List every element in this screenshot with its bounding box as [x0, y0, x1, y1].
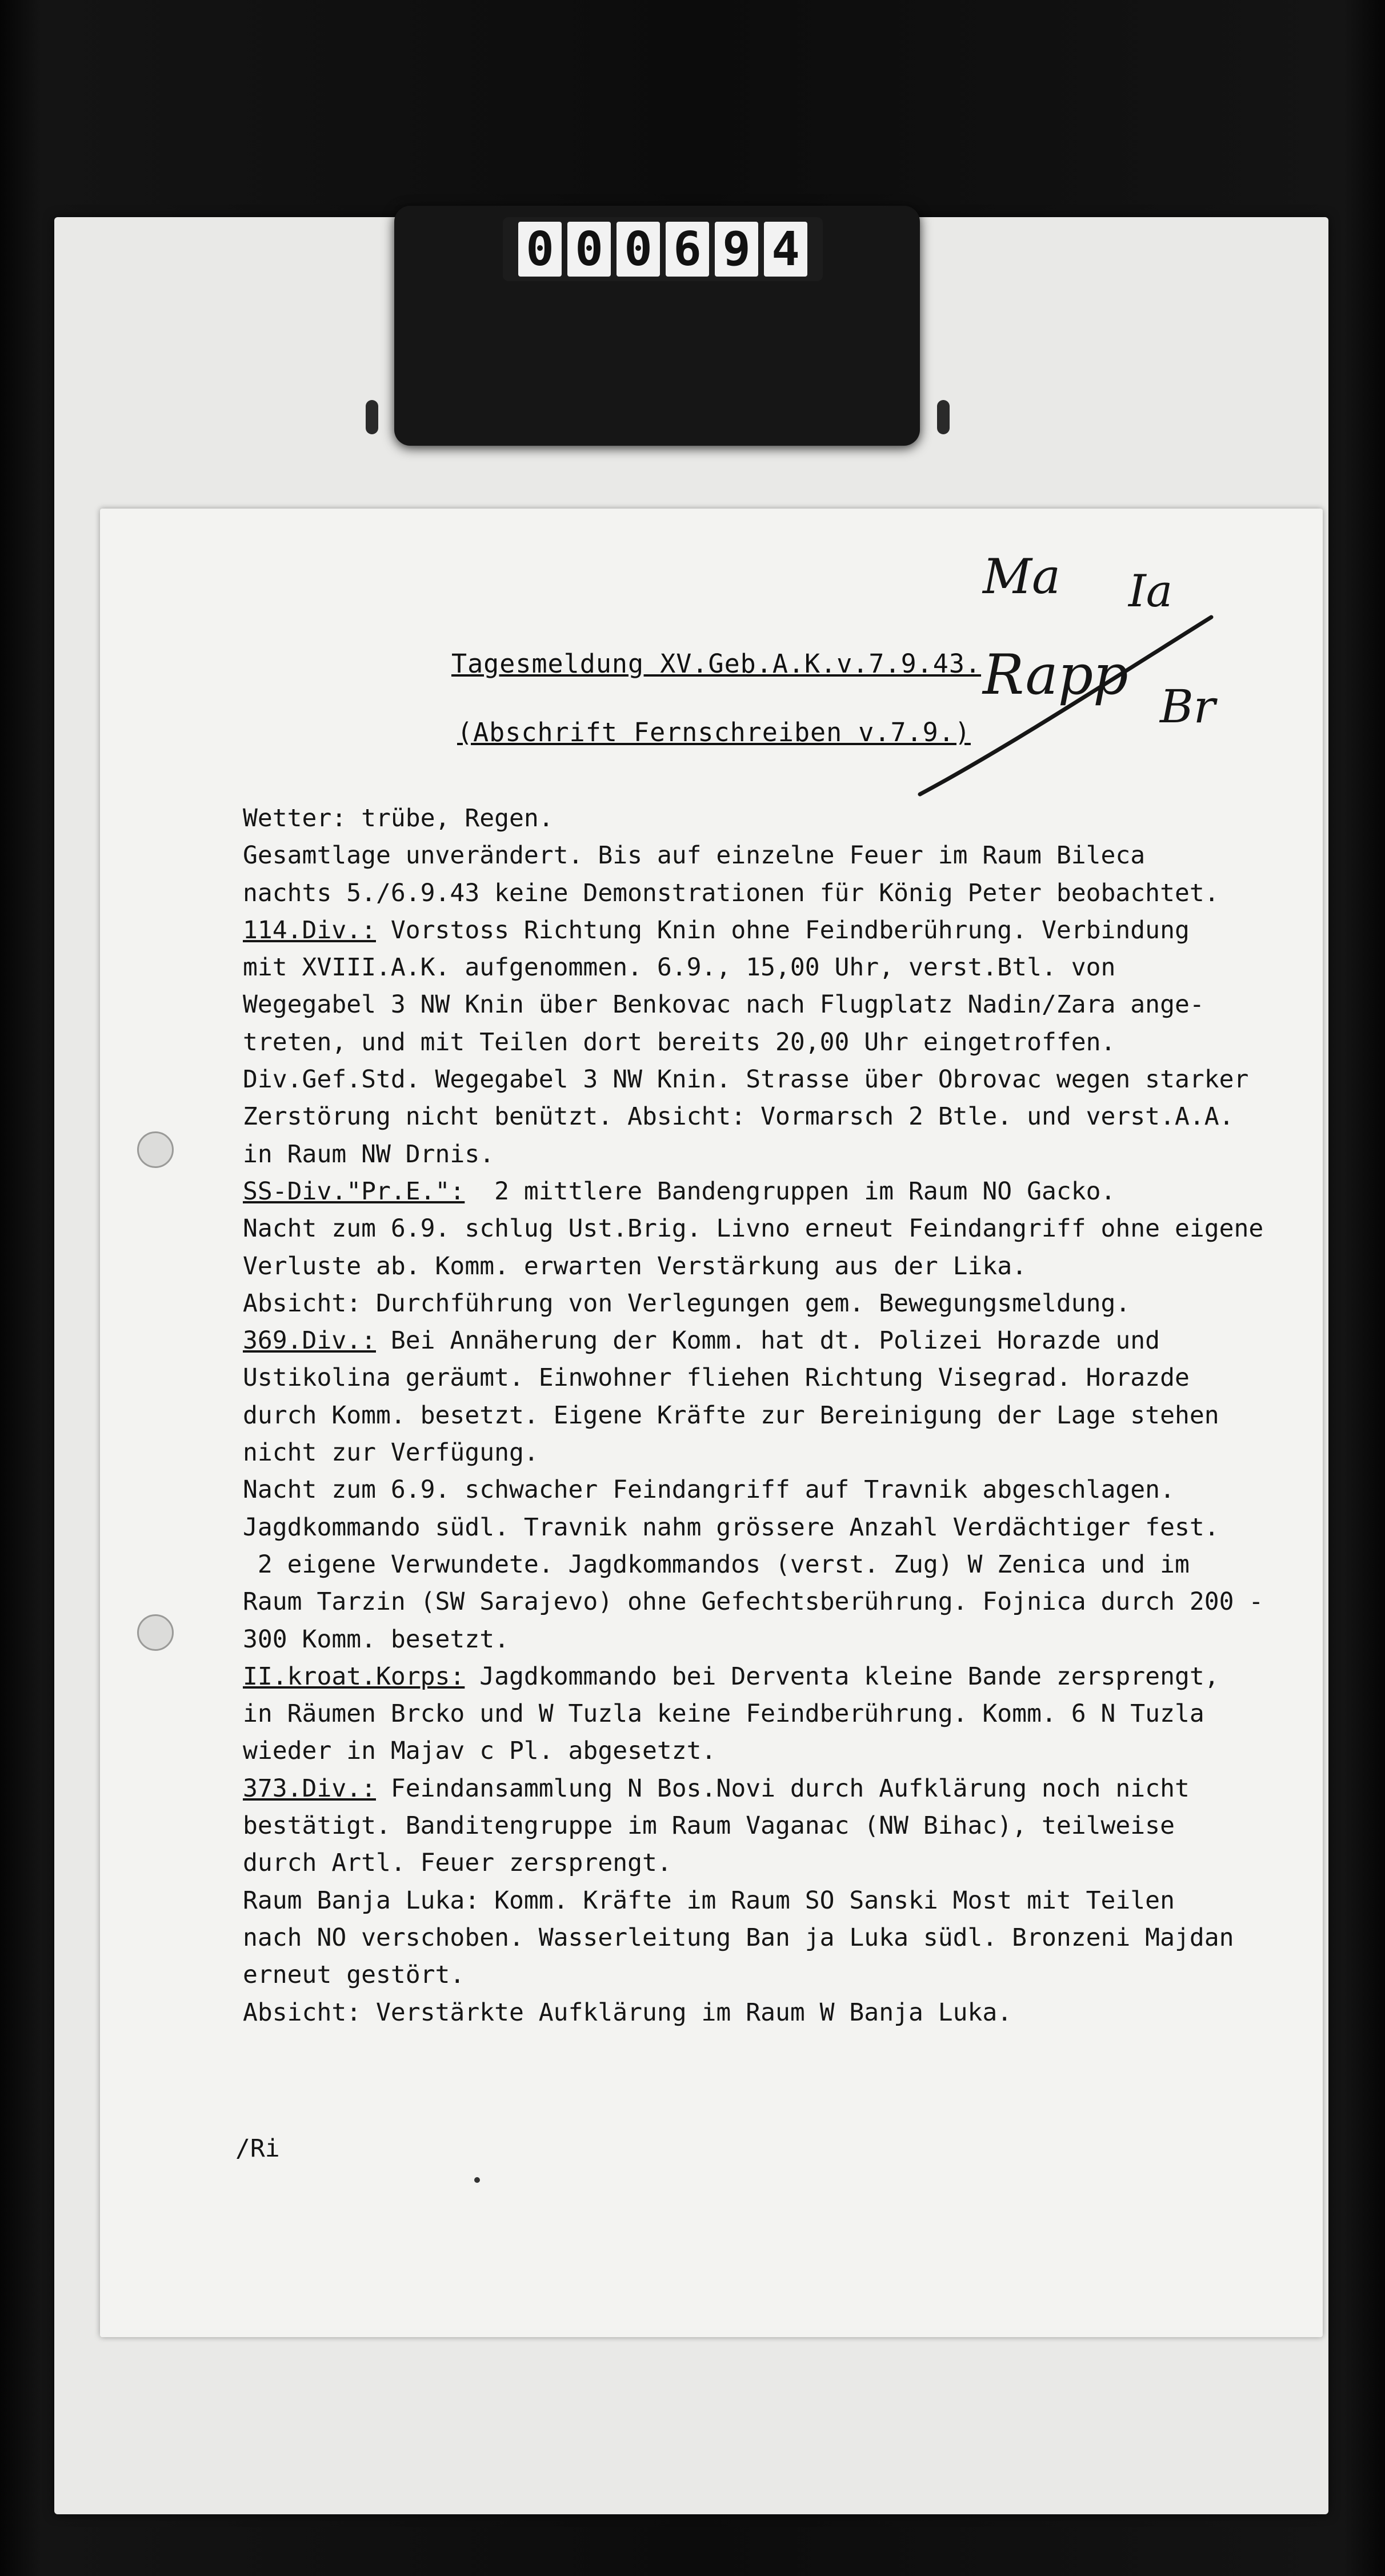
- report-line: [243, 1695, 1311, 1733]
- report-line: [243, 837, 1311, 874]
- report-line: [243, 1434, 1311, 1471]
- line-text: Nacht zum 6.9. schwacher Feindangriff auf Travnik abgeschlagen.: [243, 1475, 1175, 1505]
- report-line: [243, 1322, 1311, 1359]
- handwritten-ia: Ia: [1128, 566, 1173, 617]
- report-line: [243, 1882, 1311, 1919]
- line-text: durch Artl. Feuer zersprengt.: [243, 1849, 672, 1878]
- line-text: Wetter: trübe, Regen.: [243, 804, 554, 833]
- report-line: [243, 800, 1311, 837]
- punch-hole-upper: [137, 1131, 174, 1168]
- line-text: Gesamtlage unverändert. Bis auf einzelne Feuer im Raum Bileca: [243, 841, 1146, 870]
- handwritten-strike-line: [914, 606, 1223, 811]
- counter-digit: 0: [518, 222, 562, 277]
- line-text: 2 mittlere Bandengruppen im Raum NO Gacko.: [465, 1177, 1116, 1206]
- counter-digit: 0: [567, 222, 611, 277]
- line-text: 2 eigene Verwundete. Jagdkommandos (verst. Zug) W Zenica und im: [243, 1550, 1190, 1579]
- line-text: nach NO verschoben. Wasserleitung Ban ja Luka südl. Bronzeni Majdan: [243, 1923, 1234, 1952]
- report-line: [243, 1994, 1311, 2031]
- report-line: [243, 1098, 1311, 1135]
- line-text: Jagdkommando bei Derventa kleine Bande zersprengt,: [465, 1662, 1219, 1691]
- report-body: [243, 800, 1311, 2031]
- clip-ring-left: [366, 400, 378, 434]
- punch-hole-lower: [137, 1614, 174, 1651]
- report-line: [243, 986, 1311, 1023]
- handwritten-br: Br: [1160, 680, 1216, 733]
- report-line: [243, 1845, 1311, 1882]
- report-line: [243, 1248, 1311, 1285]
- report-line: [243, 1136, 1311, 1173]
- line-text: Verluste ab. Komm. erwarten Verstärkung aus der Lika.: [243, 1251, 1027, 1281]
- counter-digit: 4: [764, 222, 807, 277]
- report-line: [243, 1658, 1311, 1695]
- ink-dot: [474, 2177, 480, 2183]
- report-line: [243, 1807, 1311, 1845]
- document-title: Tagesmeldung XV.Geb.A.K.v.7.9.43.: [451, 649, 982, 679]
- handwritten-rapp: Rapp: [983, 643, 1128, 707]
- unit-label: SS-Div."Pr.E.":: [243, 1177, 465, 1206]
- line-text: durch Komm. besetzt. Eigene Kräfte zur Bereinigung der Lage stehen: [243, 1401, 1219, 1430]
- report-line: [243, 1173, 1311, 1210]
- line-text: Wegegabel 3 NW Knin über Benkovac nach Flugplatz Nadin/Zara ange-: [243, 990, 1204, 1019]
- report-line: [243, 1285, 1311, 1322]
- line-text: mit XVIII.A.K. aufgenommen. 6.9., 15,00 Uhr, verst.Btl. von: [243, 953, 1116, 982]
- report-line: [243, 1621, 1311, 1658]
- counter-digit: 6: [666, 222, 709, 277]
- clip-ring-right: [937, 400, 950, 434]
- report-line: [243, 912, 1311, 949]
- unit-label: 114.Div.:: [243, 915, 376, 945]
- unit-label: II.kroat.Korps:: [243, 1662, 465, 1691]
- counter-digit: 9: [715, 222, 758, 277]
- report-line: [243, 1509, 1311, 1546]
- report-line: [243, 1359, 1311, 1397]
- report-line: [243, 1061, 1311, 1098]
- counter-digit: 0: [617, 222, 660, 277]
- line-text: Nacht zum 6.9. schlug Ust.Brig. Livno erneut Feindangriff ohne eigene: [243, 1214, 1264, 1243]
- line-text: bestätigt. Banditengruppe im Raum Vaganac (NW Bihac), teilweise: [243, 1811, 1175, 1841]
- line-text: wieder in Majav c Pl. abgesetzt.: [243, 1737, 716, 1766]
- report-line: [243, 949, 1311, 986]
- document-subtitle: (Abschrift Fernschreiben v.7.9.): [457, 717, 971, 747]
- line-text: Zerstörung nicht benützt. Absicht: Vormarsch 2 Btle. und verst.A.A.: [243, 1102, 1234, 1131]
- line-text: Jagdkommando südl. Travnik nahm grössere Anzahl Verdächtiger fest.: [243, 1513, 1219, 1542]
- line-text: in Raum NW Drnis.: [243, 1139, 495, 1169]
- unit-label: 373.Div.:: [243, 1774, 376, 1803]
- line-text: 300 Komm. besetzt.: [243, 1625, 509, 1654]
- report-line: [243, 1471, 1311, 1509]
- line-text: Bei Annäherung der Komm. hat dt. Polizei Horazde und: [376, 1326, 1160, 1355]
- report-line: [243, 1770, 1311, 1807]
- report-line: [243, 1397, 1311, 1434]
- unit-label: 369.Div.:: [243, 1326, 376, 1355]
- line-text: nachts 5./6.9.43 keine Demonstrationen für König Peter beobachtet.: [243, 878, 1219, 907]
- line-text: Ustikolina geräumt. Einwohner fliehen Richtung Visegrad. Horazde: [243, 1363, 1190, 1393]
- line-text: nicht zur Verfügung.: [243, 1438, 539, 1467]
- line-text: treten, und mit Teilen dort bereits 20,00 Uhr eingetroffen.: [243, 1027, 1116, 1057]
- report-line: [243, 1733, 1311, 1770]
- report-line: [243, 1024, 1311, 1061]
- line-text: Vorstoss Richtung Knin ohne Feindberührung. Verbindung: [376, 915, 1190, 945]
- frame-counter: [503, 217, 823, 281]
- line-text: Feindansammlung N Bos.Novi durch Aufklärung noch nicht: [376, 1774, 1190, 1803]
- report-line: [243, 1583, 1311, 1621]
- signature-initials: /Ri: [235, 2134, 280, 2163]
- line-text: Div.Gef.Std. Wegegabel 3 NW Knin. Strasse über Obrovac wegen starker: [243, 1065, 1249, 1094]
- line-text: Raum Banja Luka: Komm. Kräfte im Raum SO Sanski Most mit Teilen: [243, 1886, 1175, 1915]
- line-text: Absicht: Durchführung von Verlegungen gem. Bewegungsmeldung.: [243, 1289, 1131, 1318]
- report-line: [243, 1919, 1311, 1957]
- report-line: [243, 1210, 1311, 1247]
- line-text: erneut gestört.: [243, 1961, 465, 1990]
- report-line: [243, 1546, 1311, 1583]
- line-text: Raum Tarzin (SW Sarajevo) ohne Gefechtsberührung. Fojnica durch 200 -: [243, 1587, 1264, 1617]
- report-line: [243, 1957, 1311, 1994]
- line-text: Absicht: Verstärkte Aufklärung im Raum W Banja Luka.: [243, 1998, 1012, 2027]
- line-text: in Räumen Brcko und W Tuzla keine Feindberührung. Komm. 6 N Tuzla: [243, 1699, 1204, 1729]
- report-line: [243, 875, 1311, 912]
- handwritten-mark-top: Ma: [983, 549, 1061, 605]
